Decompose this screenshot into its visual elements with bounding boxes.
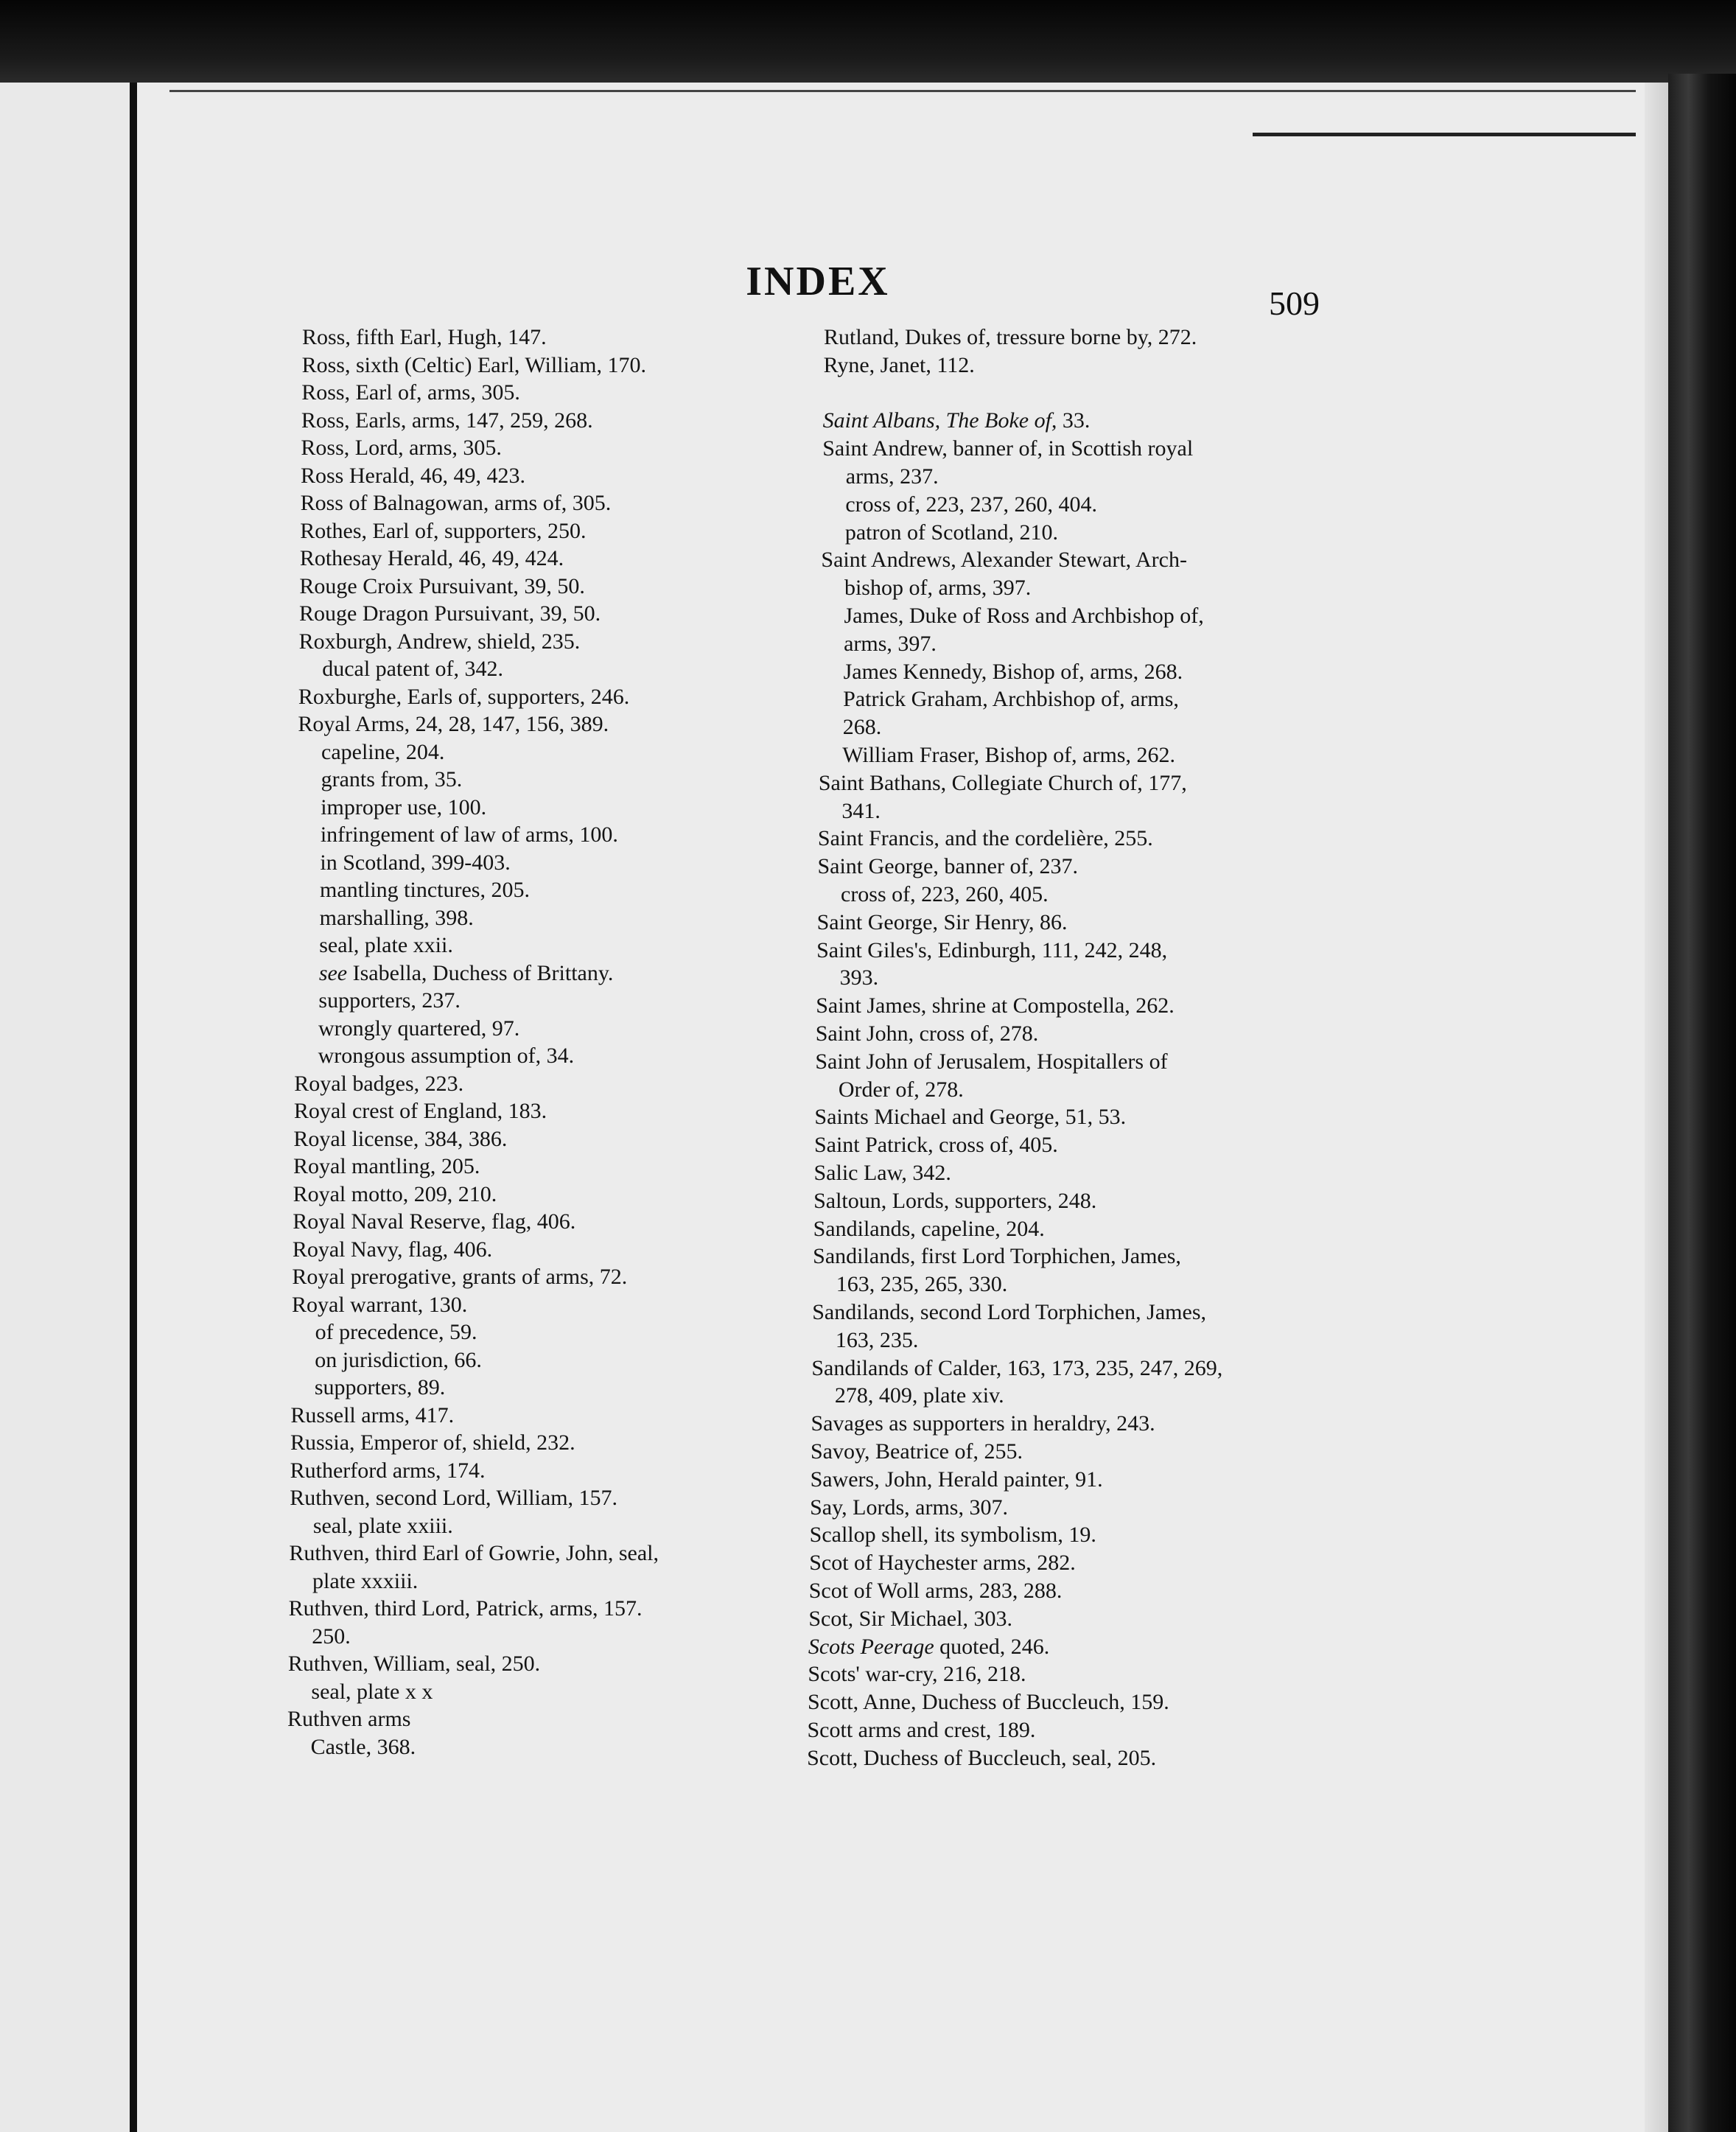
index-entry: in Scotland, 399-403. — [320, 850, 511, 875]
index-entry: Ross, fifth Earl, Hugh, 147. — [302, 325, 547, 349]
index-entry: Ross, Earls, arms, 147, 259, 268. — [301, 408, 593, 433]
index-entry: 250. — [312, 1624, 351, 1649]
index-entry: plate xxxiii. — [312, 1568, 419, 1593]
index-entry: Royal Naval Reserve, flag, 406. — [293, 1209, 576, 1234]
index-entry: Russia, Emperor of, shield, 232. — [290, 1430, 575, 1455]
index-entry: Savages as supporters in heraldry, 243. — [811, 1411, 1155, 1436]
facing-page-edge — [0, 83, 134, 2132]
page-title: INDEX — [746, 259, 890, 304]
index-entry: improper use, 100. — [321, 794, 487, 819]
index-entry: Rothesay Herald, 46, 49, 424. — [299, 546, 564, 570]
index-entry: supporters, 89. — [314, 1375, 446, 1399]
index-entry: supporters, 237. — [318, 988, 461, 1013]
index-entry: 341. — [841, 798, 881, 823]
index-entry: Royal motto, 209, 210. — [293, 1181, 497, 1206]
index-entry: 163, 235. — [835, 1327, 919, 1352]
index-entry: 393. — [839, 965, 879, 990]
index-entry: arms, 237. — [845, 464, 939, 489]
index-entry: Saint Francis, and the cordelière, 255. — [817, 826, 1153, 851]
index-entry: Saint John of Jerusalem, Hospitallers of — [815, 1049, 1168, 1074]
italic-text: Scots Peerage — [808, 1634, 934, 1659]
index-entry: infringement of law of arms, 100. — [320, 822, 618, 847]
index-entry: Royal warrant, 130. — [292, 1292, 468, 1317]
index-entry: Roxburgh, Andrew, shield, 235. — [298, 629, 581, 654]
index-entry: Ross, Lord, arms, 305. — [301, 436, 502, 460]
index-entry: Saltoun, Lords, supporters, 248. — [813, 1188, 1097, 1213]
page-top-rule — [169, 90, 1636, 92]
index-entry: Ross, sixth (Celtic) Earl, William, 170. — [301, 352, 646, 377]
index-entry: Royal mantling, 205. — [293, 1154, 480, 1178]
index-entry: seal, plate xxiii. — [312, 1513, 453, 1538]
index-entry: Sandilands, first Lord Torphichen, James, — [813, 1244, 1181, 1269]
index-entry: Scots' war-cry, 216, 218. — [808, 1662, 1026, 1687]
italic-text: Saint Albans, The Boke of, — [822, 408, 1057, 433]
index-entry: Ruthven, second Lord, William, 157. — [290, 1486, 618, 1510]
index-entry: William Fraser, Bishop of, arms, 262. — [842, 743, 1175, 767]
index-entry: grants from, 35. — [321, 767, 463, 791]
index-entry: ducal patent of, 342. — [322, 657, 503, 681]
index-entry: 278, 409, plate xiv. — [834, 1383, 1004, 1408]
index-entry: Saint Bathans, Collegiate Church of, 177, — [818, 770, 1187, 795]
index-entry: Ruthven, third Earl of Gowrie, John, seal, — [289, 1541, 659, 1565]
index-entry: capeline, 204. — [321, 739, 445, 764]
index-entry: cross of, 223, 237, 260, 404. — [845, 492, 1097, 517]
index-entry: Scott, Duchess of Buccleuch, seal, 205. — [807, 1745, 1157, 1770]
index-entry: Saint John, cross of, 278. — [815, 1021, 1039, 1046]
index-entry: Rutland, Dukes of, tressure borne by, 272. — [824, 325, 1197, 349]
index-entry: Saint Andrew, banner of, in Scottish royal — [822, 436, 1194, 461]
index-entry: James, Duke of Ross and Archbishop of, — [844, 604, 1204, 628]
index-entry: Scots Peerage quoted, 246. — [808, 1634, 1050, 1659]
index-entry: Ross, Earl of, arms, 305. — [301, 380, 520, 405]
index-entry: Royal prerogative, grants of arms, 72. — [292, 1265, 628, 1289]
index-entry: Ruthven, William, seal, 250. — [287, 1652, 541, 1676]
index-entry: Sandilands of Calder, 163, 173, 235, 247, 269, — [811, 1355, 1223, 1380]
index-entry: on jurisdiction, 66. — [315, 1347, 482, 1372]
index-entry: Saint Patrick, cross of, 405. — [813, 1133, 1058, 1158]
index-entry: Rouge Croix Pursuivant, 39, 50. — [299, 573, 585, 598]
index-entry: Scott, Anne, Duchess of Buccleuch, 159. — [807, 1690, 1169, 1715]
index-entry: Royal license, 384, 386. — [293, 1126, 508, 1151]
index-entry: Say, Lords, arms, 307. — [810, 1495, 1008, 1520]
index-entry: Rutherford arms, 174. — [290, 1458, 486, 1483]
index-entry: Scott arms and crest, 189. — [807, 1718, 1036, 1742]
index-entry: Saint George, banner of, 237. — [817, 854, 1078, 879]
index-entry: Saint James, shrine at Compostella, 262. — [816, 993, 1175, 1018]
index-entry: marshalling, 398. — [319, 905, 474, 930]
index-entry: Roxburghe, Earls of, supporters, 246. — [298, 684, 630, 709]
index-entry: wrongly quartered, 97. — [318, 1016, 520, 1041]
index-entry: Ruthven arms — [287, 1707, 411, 1731]
index-entry: Scot of Haychester arms, 282. — [809, 1551, 1076, 1576]
scan-top-border — [0, 0, 1736, 83]
index-entry: mantling tinctures, 205. — [320, 878, 530, 902]
index-entry: patron of Scotland, 210. — [844, 520, 1058, 545]
index-entry: Saint George, Sir Henry, 86. — [816, 909, 1068, 934]
page-top-rule-right — [1253, 133, 1636, 136]
index-entry: Sandilands, second Lord Torphichen, James, — [812, 1300, 1206, 1324]
index-entry: Rouge Dragon Pursuivant, 39, 50. — [299, 601, 601, 626]
index-entry: Rothes, Earl of, supporters, 250. — [300, 518, 587, 543]
index-entry: Sawers, John, Herald painter, 91. — [810, 1467, 1103, 1492]
index-entry: Scot, Sir Michael, 303. — [808, 1606, 1012, 1631]
index-entry: Royal Navy, flag, 406. — [292, 1237, 493, 1262]
index-entry: Patrick Graham, Archbishop of, arms, — [843, 687, 1179, 712]
book-gutter — [130, 83, 137, 2132]
index-entry: bishop of, arms, 397. — [844, 576, 1032, 601]
index-entry: Russell arms, 417. — [290, 1402, 455, 1427]
page-edge-strip — [1645, 83, 1668, 2132]
index-entry: Ross Herald, 46, 49, 423. — [301, 463, 525, 488]
index-entry: Castle, 368. — [310, 1734, 416, 1759]
index-entry: Saints Michael and George, 51, 53. — [814, 1105, 1127, 1130]
scan-right-border — [1668, 74, 1736, 2132]
index-entry: arms, 397. — [844, 631, 937, 656]
index-entry: 268. — [842, 715, 882, 740]
index-entry: wrongous assumption of, 34. — [318, 1044, 575, 1068]
index-entry: Royal badges, 223. — [294, 1071, 464, 1096]
index-entry: James Kennedy, Bishop of, arms, 268. — [843, 659, 1183, 684]
index-entry: Saint Albans, The Boke of, 33. — [822, 408, 1091, 433]
page-number: 509 — [1269, 284, 1320, 322]
index-entry: Scot of Woll arms, 283, 288. — [808, 1579, 1063, 1603]
index-entry: Royal Arms, 24, 28, 147, 156, 389. — [298, 712, 609, 736]
index-entry: Savoy, Beatrice of, 255. — [811, 1439, 1023, 1464]
index-entry: Salic Law, 342. — [813, 1161, 951, 1185]
index-entry: Royal crest of England, 183. — [293, 1099, 547, 1123]
index-entry: 163, 235, 265, 330. — [836, 1272, 1008, 1297]
index-entry: Ryne, Janet, 112. — [823, 352, 975, 377]
italic-text: see — [318, 960, 348, 985]
index-entry: seal, plate xxii. — [319, 933, 453, 957]
index-entry: Ruthven, third Lord, Patrick, arms, 157. — [288, 1596, 643, 1621]
index-entry: see Isabella, Duchess of Brittany. — [318, 960, 614, 985]
index-entry: Ross of Balnagowan, arms of, 305. — [300, 491, 612, 515]
index-entry: seal, plate x x — [311, 1679, 433, 1704]
index-entry: Saint Giles's, Edinburgh, 111, 242, 248, — [816, 937, 1168, 962]
index-entry: Order of, 278. — [838, 1077, 964, 1102]
index-entry: Scallop shell, its symbolism, 19. — [809, 1523, 1096, 1548]
index-entry: cross of, 223, 260, 405. — [841, 882, 1049, 906]
index-entry: of precedence, 59. — [315, 1320, 477, 1344]
index-entry: Sandilands, capeline, 204. — [813, 1216, 1045, 1241]
index-entry: Saint Andrews, Alexander Stewart, Arch- — [821, 548, 1187, 573]
